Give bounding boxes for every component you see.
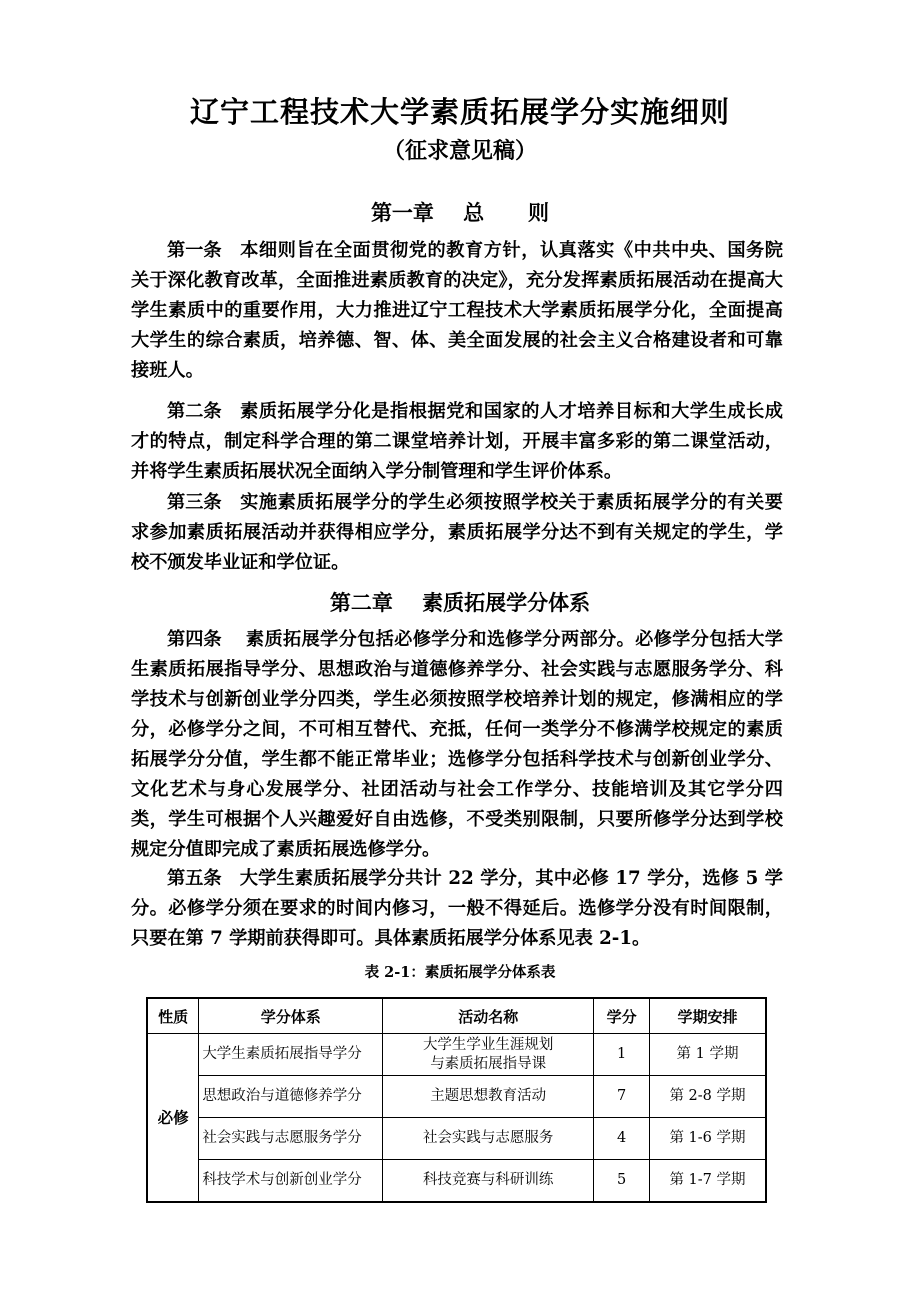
- activity-cell: 科技竞赛与科研训练: [383, 1160, 594, 1203]
- table-row: [147, 1160, 766, 1203]
- term-cell: 第 1-6 学期: [649, 1118, 766, 1160]
- term-cell: 第 1-7 学期: [649, 1160, 766, 1203]
- credit-system-table: [146, 997, 767, 1203]
- table-header-row: [147, 998, 766, 1034]
- table-row: [147, 1034, 766, 1076]
- document-subtitle: （征求意见稿）: [382, 138, 537, 164]
- chapter-2-heading: 第二章 素质拓展学分体系: [329, 590, 591, 615]
- article-label: 第一条: [167, 240, 222, 261]
- credit-cell: 1: [594, 1034, 650, 1076]
- header-credit-system: 学分体系: [199, 998, 383, 1034]
- article-4: [131, 625, 783, 865]
- article-5: [131, 864, 783, 954]
- activity-line: 大学生学业生涯规划: [422, 1036, 554, 1053]
- system-cell: 思想政治与道德修养学分: [199, 1076, 383, 1118]
- activity-cell: 社会实践与志愿服务: [383, 1118, 594, 1160]
- nature-cell: 必修: [147, 1034, 199, 1203]
- document-title: 辽宁工程技术大学素质拓展学分实施细则: [189, 95, 730, 129]
- article-text: 素质拓展学分化是指根据党和国家的人才培养目标和大学生成长成才的特点，制定科学合理的第二课堂培养计划，开展丰富多彩的第二课堂活动，并将学生素质拓展状况全面纳入学分制管理和学生评价体系。: [131, 401, 783, 482]
- term-cell: 第 1 学期: [649, 1034, 766, 1076]
- credit-cell: 4: [594, 1118, 650, 1160]
- article-label: 第五条: [167, 868, 222, 889]
- system-cell: 科技学术与创新创业学分: [199, 1160, 383, 1203]
- article-text: 素质拓展学分包括必修学分和选修学分两部分。必修学分包括大学生素质拓展指导学分、思想政治与道德修养学分、社会实践与志愿服务学分、科学技术与创新创业学分四类，学生必须按照学校培养计划的规定，修满相应的学分，必修学分之间，不可相互替代、充抵，任何一类学分不修满学校规定的素质拓展学分分值，学生都不能正常毕业；选修学分包括科学技术与创新创业学分、文化艺术与身心发展学分、社团活动与社会工作学分、技能培训及其它学分四类，学生可根据个人兴趣爱好自由选修，不受类别限制，只要所修学分达到学校规定分值即完成了素质拓展选修学分。: [131, 629, 783, 860]
- header-credit: 学分: [594, 998, 650, 1034]
- term-cell: 第 2-8 学期: [649, 1076, 766, 1118]
- article-text: 实施素质拓展学分的学生必须按照学校关于素质拓展学分的有关要求参加素质拓展活动并获得相应学分，素质拓展学分达不到有关规定的学生，学校不颁发毕业证和学位证。: [131, 492, 783, 573]
- article-text: 本细则旨在全面贯彻党的教育方针，认真落实《中共中央、国务院关于深化教育改革，全面推进素质教育的决定》，充分发挥素质拓展活动在提高大学生素质中的重要作用，大力推进辽宁工程技术大学素质拓展学分化，全面提高大学生的综合素质，培养德、智、体、美全面发展的社会主义合格建设者和可靠接班人。: [131, 240, 783, 381]
- credit-cell: 7: [594, 1076, 650, 1118]
- table-caption: 表 2-1：素质拓展学分体系表: [364, 964, 556, 981]
- table-row: [147, 1118, 766, 1160]
- activity-cell: [383, 1034, 594, 1076]
- article-label: 第四条: [167, 629, 222, 650]
- table-row: [147, 1076, 766, 1118]
- chapter-1-heading: 第一章 总 则: [370, 200, 550, 225]
- activity-line: 与素质拓展指导课: [430, 1055, 547, 1072]
- credit-cell: 5: [594, 1160, 650, 1203]
- article-text: 大学生素质拓展学分共计 22 学分，其中必修 17 学分，选修 5 学分。必修学分须在要求的时间内修习，一般不得延后。选修学分没有时间限制，只要在第 7 学期前获得即可。具体素质拓展学分体系见表 2-1。: [131, 868, 783, 949]
- article-2: [131, 397, 783, 487]
- system-cell: 大学生素质拓展指导学分: [199, 1034, 383, 1076]
- activity-cell: 主题思想教育活动: [383, 1076, 594, 1118]
- header-term: 学期安排: [649, 998, 766, 1034]
- article-label: 第三条: [167, 492, 222, 513]
- article-label: 第二条: [167, 401, 222, 422]
- article-1: [131, 236, 783, 386]
- header-activity: 活动名称: [383, 998, 594, 1034]
- header-nature: 性质: [147, 998, 199, 1034]
- system-cell: 社会实践与志愿服务学分: [199, 1118, 383, 1160]
- article-3: [131, 488, 783, 578]
